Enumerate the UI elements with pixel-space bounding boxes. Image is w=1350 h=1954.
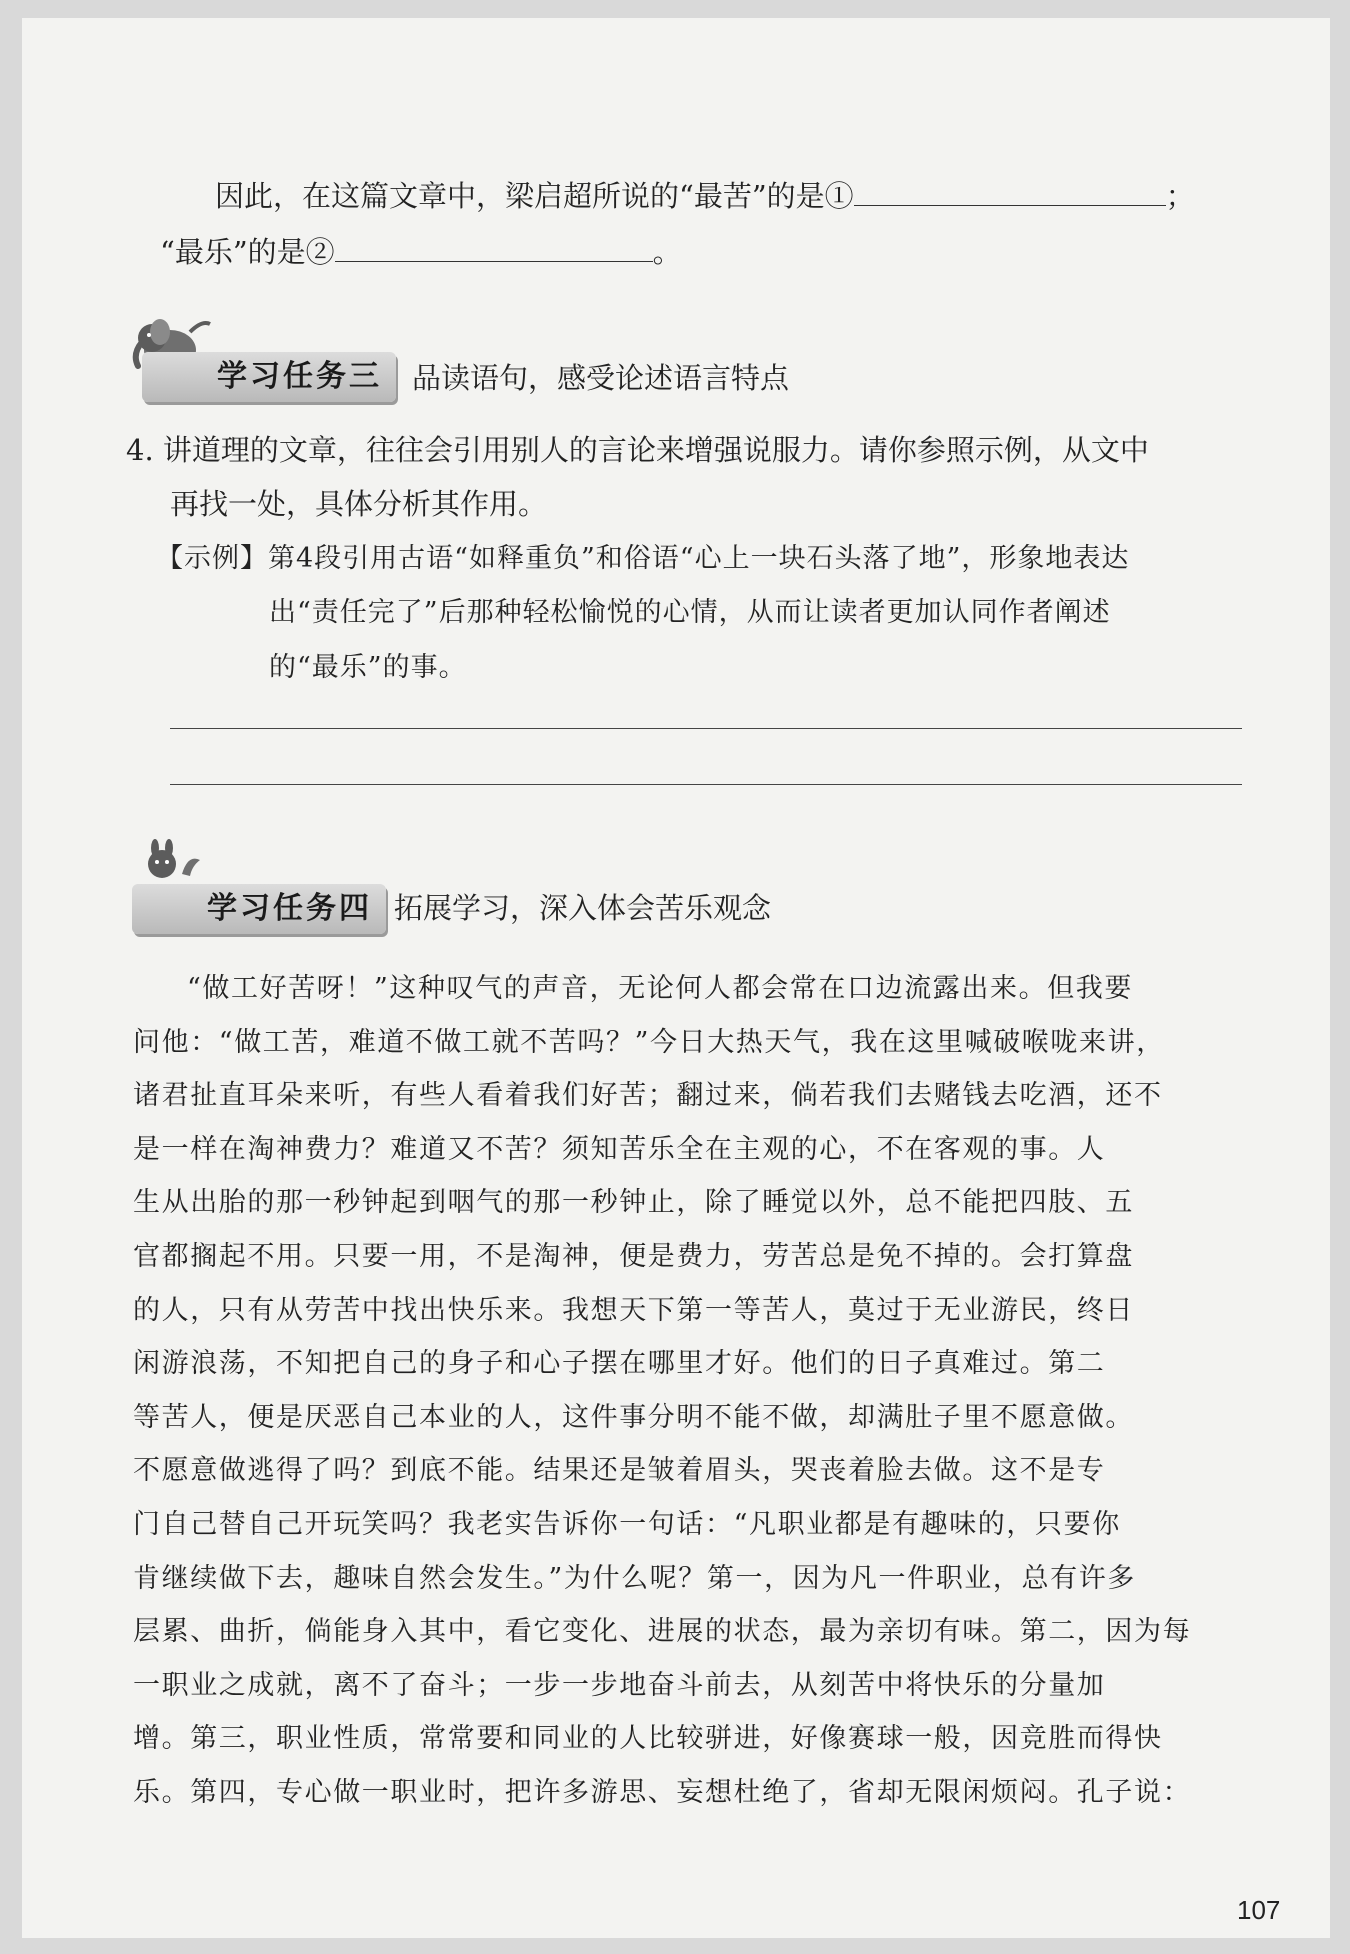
question-4-line-1: 4. 讲道理的文章，往往会引用别人的言论来增强说服力。请你参照示例，从文中	[126, 433, 1149, 467]
answer-line-1[interactable]	[170, 728, 1242, 729]
passage-line: 增。第三，职业性质，常常要和同业的人比较骈进，好像赛球一般，因竞胜而得快	[133, 1723, 1163, 1755]
workbook-page	[22, 18, 1330, 1938]
fill-in-prompt-2: “最乐”的是②	[160, 235, 335, 269]
example-line-2: 出“责任完了”后那种轻松愉悦的心情，从而让读者更加认同作者阐述	[269, 597, 1111, 628]
passage-line: 一职业之成就，离不了奋斗；一步一步地奋斗前去，从刻苦中将快乐的分量加	[133, 1669, 1106, 1701]
passage-line: 的人，只有从劳苦中找出快乐来。我想天下第一等苦人，莫过于无业游民，终日	[133, 1294, 1134, 1326]
passage-line: 门自己替自己开玩笑吗？我老实告诉你一句话：“凡职业都是有趣味的，只要你	[133, 1508, 1121, 1540]
example-line-3: 的“最乐”的事。	[269, 652, 467, 683]
example-line-1: 【示例】第4段引用古语“如释重负”和俗语“心上一块石头落了地”，形象地表达	[156, 543, 1130, 574]
passage-line: 官都搁起不用。只要一用，不是淘神，便是费力，劳苦总是免不掉的。会打算盘	[133, 1240, 1134, 1272]
task-3-badge: 学习任务三	[142, 352, 396, 402]
passage-line: 问他：“做工苦，难道不做工就不苦吗？”今日大热天气，我在这里喊破喉咙来讲，	[133, 1026, 1165, 1058]
passage-line: 诸君扯直耳朵来听，有些人看着我们好苦；翻过来，倘若我们去赌钱去吃酒，还不	[133, 1080, 1163, 1112]
passage-line: 层累、曲折，倘能身入其中，看它变化、进展的状态，最为亲切有味。第二，因为每	[133, 1616, 1192, 1648]
passage-line: 等苦人，便是厌恶自己本业的人，这件事分明不能不做，却满肚子里不愿意做。	[133, 1401, 1134, 1433]
page-number: 107	[1237, 1895, 1281, 1925]
task-3-title: 品读语句，感受论述语言特点	[412, 361, 790, 395]
passage-line: 不愿意做逃得了吗？到底不能。结果还是皱着眉头，哭丧着脸去做。这不是专	[133, 1455, 1106, 1487]
reading-passage	[133, 962, 1246, 1820]
passage-line: 肯继续做下去，趣味自然会发生。”为什么呢？第一，因为凡一件职业，总有许多	[133, 1562, 1136, 1594]
task-4-badge: 学习任务四	[132, 884, 386, 934]
passage-line: 生从出胎的那一秒钟起到咽气的那一秒钟止，除了睡觉以外，总不能把四肢、五	[133, 1187, 1134, 1219]
fill-in-line-2	[160, 230, 682, 271]
passage-line: 闲游浪荡，不知把自己的身子和心子摆在哪里才好。他们的日子真难过。第二	[133, 1348, 1106, 1380]
passage-line: 乐。第四，专心做一职业时，把许多游思、妄想杜绝了，省却无限闲烦闷。孔子说：	[133, 1776, 1192, 1808]
animal-mascot-icon	[138, 830, 218, 886]
answer-blank-2[interactable]	[335, 233, 653, 262]
fill-in-line-1	[215, 174, 1195, 215]
passage-line: 是一样在淘神费力？难道又不苦？须知苦乐全在主观的心，不在客观的事。人	[133, 1133, 1106, 1165]
question-4-line-2: 再找一处，具体分析其作用。	[170, 487, 548, 521]
punctuation: ；	[1165, 179, 1195, 213]
punctuation: 。	[652, 235, 682, 269]
answer-blank-1[interactable]	[854, 177, 1166, 206]
fill-in-prompt-1: 因此，在这篇文章中，梁启超所说的“最苦”的是①	[215, 179, 854, 213]
task-4-title: 拓展学习，深入体会苦乐观念	[394, 891, 772, 925]
passage-line: “做工好苦呀！”这种叹气的声音，无论何人都会常在口边流露出来。但我要	[187, 973, 1134, 1004]
answer-line-2[interactable]	[170, 784, 1242, 785]
